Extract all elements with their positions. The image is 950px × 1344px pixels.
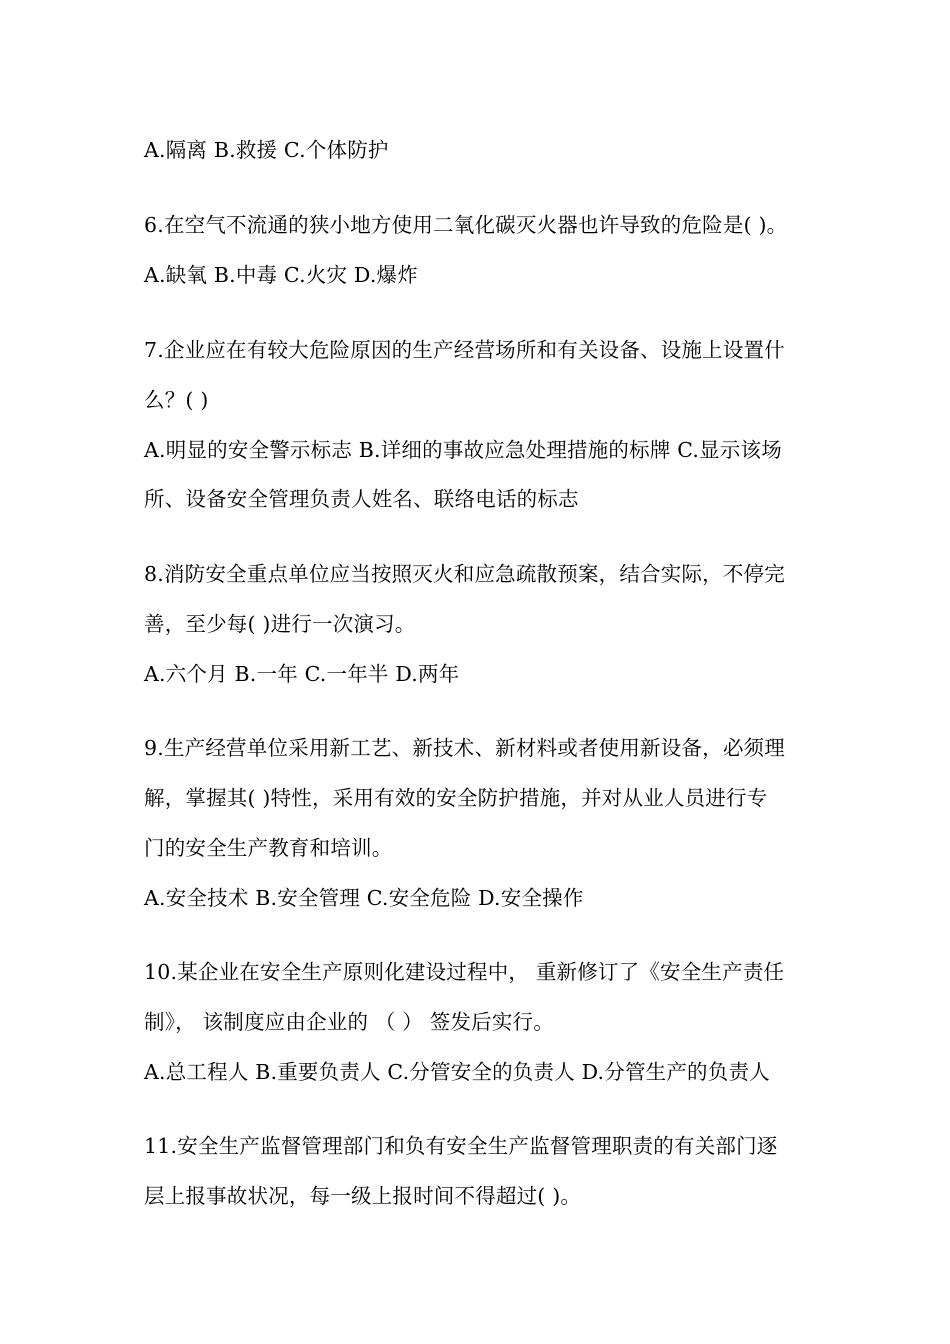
q8-text-line2: 善，至少每( )进行一次演习。 (144, 612, 416, 636)
q6-text: 6.在空气不流通的狭小地方使用二氧化碳灭火器也许导致的危险是( )。 (144, 213, 788, 237)
q11-text-line2: 层上报事故状况，每一级上报时间不得超过( )。 (144, 1184, 582, 1208)
q10-options: A.总工程人 B.重要负责人 C.分管安全的负责人 D.分管生产的负责人 (144, 1060, 770, 1084)
q5-options: A.隔离 B.救援 C.个体防护 (144, 138, 389, 162)
q7-text-line2: 么？( ) (144, 388, 209, 412)
q9-text-line3: 门的安全生产教育和培训。 (144, 836, 393, 860)
q7-options-line1: A.明显的安全警示标志 B.详细的事故应急处理措施的标牌 C.显示该场 (144, 438, 782, 462)
q7-options-line2: 所、设备安全管理负责人姓名、联络电话的标志 (144, 487, 579, 511)
q9-text-line1: 9.生产经营单位采用新工艺、新技术、新材料或者使用新设备，必须理 (144, 736, 785, 760)
q7-text-line1: 7.企业应在有较大危险原因的生产经营场所和有关设备、设施上设置什 (144, 338, 785, 362)
q10-text-line1: 10.某企业在安全生产原则化建设过程中， 重新修订了《安全生产责任 (144, 960, 785, 984)
q10-text-line2: 制》， 该制度应由企业的 （ ） 签发后实行。 (144, 1010, 554, 1034)
q11-text-line1: 11.安全生产监督管理部门和负有安全生产监督管理职责的有关部门逐 (144, 1134, 778, 1158)
q6-options: A.缺氧 B.中毒 C.火灾 D.爆炸 (144, 263, 418, 287)
q8-options: A.六个月 B.一年 C.一年半 D.两年 (144, 662, 460, 686)
q9-text-line2: 解，掌握其( )特性，采用有效的安全防护措施，并对从业人员进行专 (144, 786, 768, 810)
q9-options: A.安全技术 B.安全管理 C.安全危险 D.安全操作 (144, 886, 584, 910)
q8-text-line1: 8.消防安全重点单位应当按照灭火和应急疏散预案，结合实际，不停完 (144, 562, 785, 586)
